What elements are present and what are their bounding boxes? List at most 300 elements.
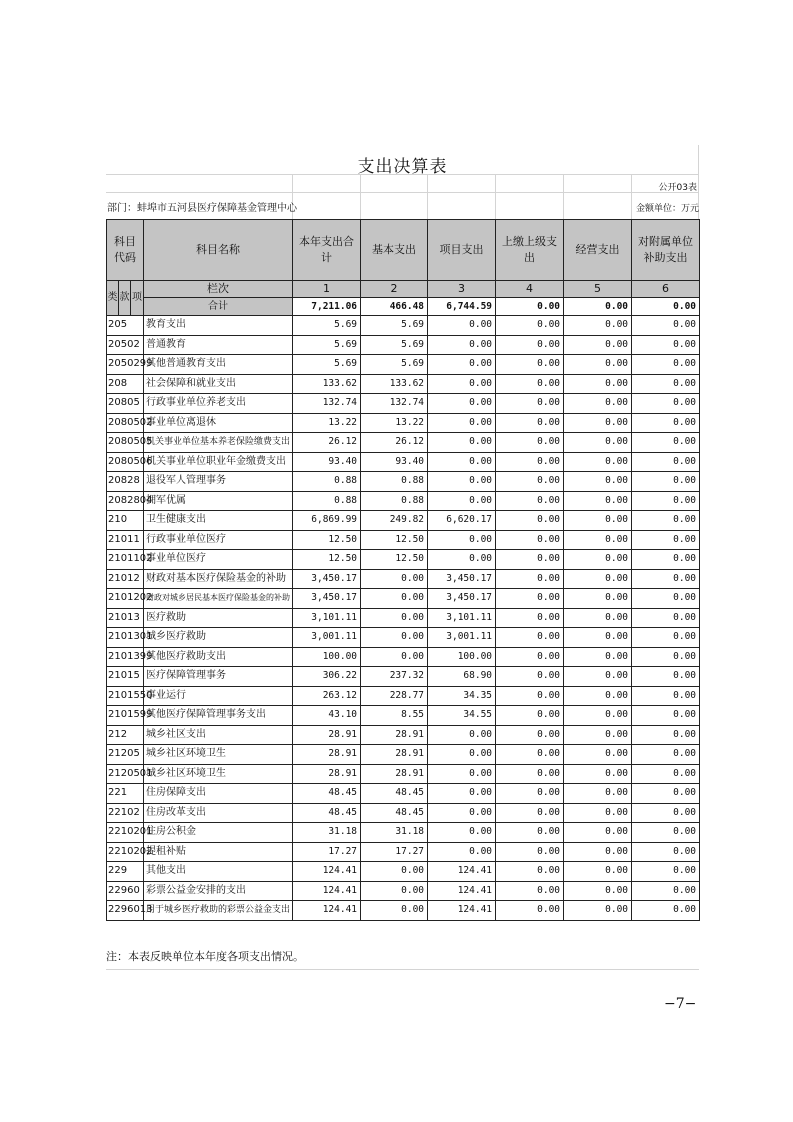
row-code: 2080506 [107,452,144,472]
row-value: 12.50 [293,550,361,570]
row-value: 0.00 [564,842,632,862]
row-value: 0.00 [564,569,632,589]
row-value: 0.00 [496,394,564,414]
row-name: 机关事业单位基本养老保险缴费支出 [144,433,293,453]
row-value: 0.00 [361,862,428,882]
row-value: 0.00 [564,823,632,843]
row-value: 124.41 [428,901,496,921]
row-value: 28.91 [361,764,428,784]
row-value: 0.00 [632,862,700,882]
table-row [107,569,700,589]
subcol-xiang: 项 [131,281,144,316]
row-code: 2082804 [107,491,144,511]
row-value: 0.00 [361,589,428,609]
table-row [107,901,700,921]
row-name: 彩票公益金安排的支出 [144,881,293,901]
row-value: 28.91 [293,725,361,745]
row-name: 其他医疗保障管理事务支出 [144,706,293,726]
row-value: 0.00 [564,550,632,570]
row-value: 0.00 [496,550,564,570]
row-value: 0.00 [564,355,632,375]
row-value: 0.00 [564,745,632,765]
row-name: 事业运行 [144,686,293,706]
row-name: 住房改革支出 [144,803,293,823]
row-value: 0.00 [632,530,700,550]
row-name: 用于城乡医疗救助的彩票公益金支出 [144,901,293,921]
row-value: 0.00 [564,413,632,433]
table-row [107,550,700,570]
row-value: 263.12 [293,686,361,706]
row-value: 0.00 [564,335,632,355]
col-header-project: 项目支出 [428,220,496,281]
row-value: 0.00 [428,745,496,765]
table-row [107,784,700,804]
row-value: 0.00 [632,706,700,726]
row-value: 0.00 [632,764,700,784]
row-value: 0.00 [361,628,428,648]
row-value: 0.00 [632,452,700,472]
row-code: 21012 [107,569,144,589]
table-row [107,511,700,531]
row-code: 20502 [107,335,144,355]
row-value: 0.88 [361,491,428,511]
table-row [107,842,700,862]
expenditure-table [106,219,700,921]
row-value: 13.22 [293,413,361,433]
table-row [107,881,700,901]
row-value: 0.00 [496,335,564,355]
row-value: 48.45 [293,803,361,823]
row-value: 100.00 [428,647,496,667]
row-value: 124.41 [293,862,361,882]
sheet-gridline [360,174,361,219]
row-value: 28.91 [361,725,428,745]
row-name: 卫生健康支出 [144,511,293,531]
table-row [107,628,700,648]
page-number: −7− [664,996,697,1012]
row-value: 0.00 [632,784,700,804]
row-code: 2101301 [107,628,144,648]
row-value: 0.00 [496,745,564,765]
row-code: 22960 [107,881,144,901]
table-row [107,647,700,667]
row-value: 0.00 [428,433,496,453]
row-value: 0.00 [564,764,632,784]
row-name: 事业单位医疗 [144,550,293,570]
row-value: 0.00 [428,452,496,472]
row-code: 229 [107,862,144,882]
row-value: 0.00 [632,725,700,745]
row-value: 0.00 [564,667,632,687]
row-value: 0.00 [632,550,700,570]
row-name: 退役军人管理事务 [144,472,293,492]
col-header-name: 科目名称 [144,220,293,281]
row-value: 12.50 [361,530,428,550]
row-value: 0.00 [428,725,496,745]
row-value: 249.82 [361,511,428,531]
row-value: 0.88 [361,472,428,492]
row-value: 28.91 [293,745,361,765]
table-row [107,667,700,687]
row-label-lanci: 栏次 [144,281,293,298]
row-name: 事业单位离退休 [144,413,293,433]
row-value: 93.40 [293,452,361,472]
col-header-subsidy: 对附属单位补助支出 [632,220,700,281]
col-header-total: 本年支出合计 [293,220,361,281]
row-name: 提租补贴 [144,842,293,862]
table-row [107,589,700,609]
row-name: 普通教育 [144,335,293,355]
row-name: 住房保障支出 [144,784,293,804]
row-value: 0.00 [632,823,700,843]
row-value: 68.90 [428,667,496,687]
row-value: 0.00 [632,569,700,589]
row-value: 0.00 [428,842,496,862]
row-value: 0.00 [428,764,496,784]
row-name: 其他支出 [144,862,293,882]
row-value: 0.00 [428,355,496,375]
row-value: 0.00 [564,589,632,609]
row-value: 0.00 [496,764,564,784]
row-value: 0.00 [632,355,700,375]
row-code: 212 [107,725,144,745]
row-value: 0.00 [564,686,632,706]
row-code: 2120501 [107,764,144,784]
table-row [107,823,700,843]
row-value: 5.69 [293,355,361,375]
total-cell: 466.48 [361,298,428,316]
row-value: 0.00 [564,608,632,628]
col-number: 6 [632,281,700,298]
row-value: 6,869.99 [293,511,361,531]
row-value: 0.00 [361,901,428,921]
row-name: 其他医疗救助支出 [144,647,293,667]
row-value: 237.32 [361,667,428,687]
row-value: 0.00 [496,881,564,901]
row-name: 城乡医疗救助 [144,628,293,648]
col-number: 4 [496,281,564,298]
row-value: 0.00 [632,608,700,628]
sheet-gridline [427,174,428,219]
row-value: 0.00 [496,725,564,745]
row-code: 2101202 [107,589,144,609]
row-value: 0.00 [361,647,428,667]
row-value: 0.00 [496,491,564,511]
row-value: 0.00 [564,472,632,492]
row-value: 0.00 [496,413,564,433]
row-value: 3,450.17 [428,589,496,609]
row-value: 12.50 [293,530,361,550]
row-value: 0.00 [632,842,700,862]
row-value: 0.00 [496,433,564,453]
row-value: 0.00 [632,647,700,667]
row-value: 0.00 [632,335,700,355]
row-name: 医疗保障管理事务 [144,667,293,687]
table-row [107,394,700,414]
table-row [107,452,700,472]
col-number: 5 [564,281,632,298]
row-name: 住房公积金 [144,823,293,843]
row-code: 2050299 [107,355,144,375]
row-value: 0.00 [496,667,564,687]
row-value: 0.00 [632,374,700,394]
row-value: 0.00 [361,881,428,901]
row-value: 0.00 [632,316,700,336]
row-value: 0.00 [632,881,700,901]
row-code: 2080502 [107,413,144,433]
row-value: 0.00 [496,472,564,492]
row-value: 5.69 [361,316,428,336]
row-code: 208 [107,374,144,394]
row-value: 8.55 [361,706,428,726]
row-value: 28.91 [361,745,428,765]
row-value: 0.00 [632,803,700,823]
row-value: 0.00 [428,550,496,570]
row-value: 34.55 [428,706,496,726]
table-row [107,374,700,394]
table-row [107,608,700,628]
row-value: 0.00 [428,803,496,823]
row-value: 0.00 [564,647,632,667]
row-value: 0.00 [496,628,564,648]
page-title: 支出决算表 [357,157,448,177]
total-cell: 7,211.06 [293,298,361,316]
sheet-gridline [106,192,699,193]
row-name: 教育支出 [144,316,293,336]
row-value: 0.00 [496,647,564,667]
row-value: 228.77 [361,686,428,706]
row-value: 5.69 [361,355,428,375]
form-code: 公开03表 [658,183,697,193]
sheet-gridline [631,174,632,219]
row-value: 0.00 [632,589,700,609]
row-value: 0.00 [564,394,632,414]
sheet-gridline [563,174,564,219]
row-value: 0.00 [564,433,632,453]
row-value: 0.88 [293,472,361,492]
row-value: 0.00 [564,862,632,882]
row-value: 3,001.11 [293,628,361,648]
row-value: 0.00 [632,745,700,765]
row-name: 社会保障和就业支出 [144,374,293,394]
row-value: 0.00 [496,374,564,394]
subcol-lei: 类 [107,281,119,316]
row-value: 0.00 [361,608,428,628]
row-value: 43.10 [293,706,361,726]
table-row [107,472,700,492]
row-value: 124.41 [428,881,496,901]
col-header-basic: 基本支出 [361,220,428,281]
col-header-operating: 经营支出 [564,220,632,281]
row-value: 0.00 [496,862,564,882]
row-value: 0.00 [496,784,564,804]
row-code: 2101399 [107,647,144,667]
row-code: 21205 [107,745,144,765]
row-value: 0.00 [496,569,564,589]
row-code: 21011 [107,530,144,550]
row-value: 5.69 [293,316,361,336]
table-note: 注：本表反映单位本年度各项支出情况。 [106,950,304,963]
row-code: 20805 [107,394,144,414]
row-value: 0.00 [564,530,632,550]
row-value: 0.00 [632,667,700,687]
row-value: 28.91 [293,764,361,784]
total-cell: 0.00 [496,298,564,316]
col-number: 1 [293,281,361,298]
row-value: 26.12 [293,433,361,453]
row-code: 2101550 [107,686,144,706]
row-value: 48.45 [293,784,361,804]
row-value: 100.00 [293,647,361,667]
row-value: 0.00 [496,608,564,628]
row-value: 0.00 [632,394,700,414]
row-name: 城乡社区环境卫生 [144,764,293,784]
row-value: 0.00 [564,725,632,745]
row-value: 0.00 [496,452,564,472]
row-name: 城乡社区环境卫生 [144,745,293,765]
row-value: 3,450.17 [293,569,361,589]
row-value: 0.00 [428,530,496,550]
row-value: 3,450.17 [293,589,361,609]
row-value: 0.00 [632,628,700,648]
row-value: 306.22 [293,667,361,687]
row-value: 0.00 [496,901,564,921]
row-code: 2080505 [107,433,144,453]
sheet-gridline [495,174,496,219]
row-name: 行政事业单位养老支出 [144,394,293,414]
row-value: 0.00 [428,394,496,414]
row-code: 2101102 [107,550,144,570]
row-value: 124.41 [293,881,361,901]
table-row [107,725,700,745]
table-row [107,413,700,433]
row-value: 0.00 [496,706,564,726]
row-value: 5.69 [293,335,361,355]
row-name: 行政事业单位医疗 [144,530,293,550]
row-code: 21015 [107,667,144,687]
row-value: 133.62 [293,374,361,394]
row-value: 0.88 [293,491,361,511]
row-name: 拥军优属 [144,491,293,511]
row-code: 21013 [107,608,144,628]
row-value: 0.00 [564,452,632,472]
row-value: 0.00 [564,901,632,921]
row-value: 3,001.11 [428,628,496,648]
sheet-gridline [106,969,699,970]
subcol-kuan: 款 [119,281,131,316]
row-value: 0.00 [428,823,496,843]
row-value: 5.69 [361,335,428,355]
row-value: 0.00 [564,784,632,804]
row-value: 0.00 [632,901,700,921]
table-row [107,530,700,550]
row-value: 6,620.17 [428,511,496,531]
row-value: 0.00 [632,511,700,531]
row-value: 13.22 [361,413,428,433]
row-value: 0.00 [564,491,632,511]
row-value: 124.41 [293,901,361,921]
col-number: 2 [361,281,428,298]
row-value: 17.27 [293,842,361,862]
row-value: 0.00 [361,569,428,589]
row-value: 0.00 [496,316,564,336]
unit-label: 金额单位：万元 [635,204,699,214]
col-header-remit: 上缴上级支出 [496,220,564,281]
row-value: 0.00 [428,784,496,804]
table-row [107,862,700,882]
row-value: 0.00 [496,823,564,843]
row-code: 2210201 [107,823,144,843]
total-cell: 0.00 [564,298,632,316]
col-header-code: 科目代码 [107,220,144,281]
row-value: 0.00 [632,472,700,492]
row-value: 0.00 [564,803,632,823]
row-name: 其他普通教育支出 [144,355,293,375]
row-value: 0.00 [496,355,564,375]
total-cell: 6,744.59 [428,298,496,316]
row-value: 31.18 [361,823,428,843]
col-number: 3 [428,281,496,298]
row-value: 12.50 [361,550,428,570]
table-row [107,686,700,706]
row-value: 93.40 [361,452,428,472]
row-value: 0.00 [564,706,632,726]
row-value: 48.45 [361,803,428,823]
row-value: 0.00 [428,413,496,433]
row-code: 2296013 [107,901,144,921]
row-value: 34.35 [428,686,496,706]
row-code: 2210202 [107,842,144,862]
row-value: 3,101.11 [428,608,496,628]
row-value: 133.62 [361,374,428,394]
table-row [107,803,700,823]
row-value: 124.41 [428,862,496,882]
row-value: 0.00 [632,433,700,453]
row-value: 0.00 [428,374,496,394]
table-row [107,355,700,375]
total-label: 合计 [144,298,293,316]
row-value: 17.27 [361,842,428,862]
row-value: 0.00 [496,511,564,531]
row-value: 48.45 [361,784,428,804]
table-row [107,491,700,511]
table-row [107,745,700,765]
row-value: 0.00 [564,881,632,901]
row-value: 0.00 [496,803,564,823]
row-value: 132.74 [293,394,361,414]
row-value: 0.00 [428,472,496,492]
row-code: 221 [107,784,144,804]
row-value: 3,101.11 [293,608,361,628]
row-code: 20828 [107,472,144,492]
row-value: 0.00 [564,628,632,648]
row-value: 0.00 [564,511,632,531]
row-value: 3,450.17 [428,569,496,589]
row-name: 机关事业单位职业年金缴费支出 [144,452,293,472]
table-row [107,433,700,453]
row-value: 0.00 [632,413,700,433]
row-value: 132.74 [361,394,428,414]
row-value: 0.00 [428,491,496,511]
row-value: 0.00 [496,842,564,862]
row-name: 财政对基本医疗保险基金的补助 [144,569,293,589]
row-code: 2101599 [107,706,144,726]
row-value: 0.00 [564,374,632,394]
row-value: 0.00 [564,316,632,336]
row-code: 205 [107,316,144,336]
row-value: 0.00 [632,686,700,706]
table-row [107,706,700,726]
